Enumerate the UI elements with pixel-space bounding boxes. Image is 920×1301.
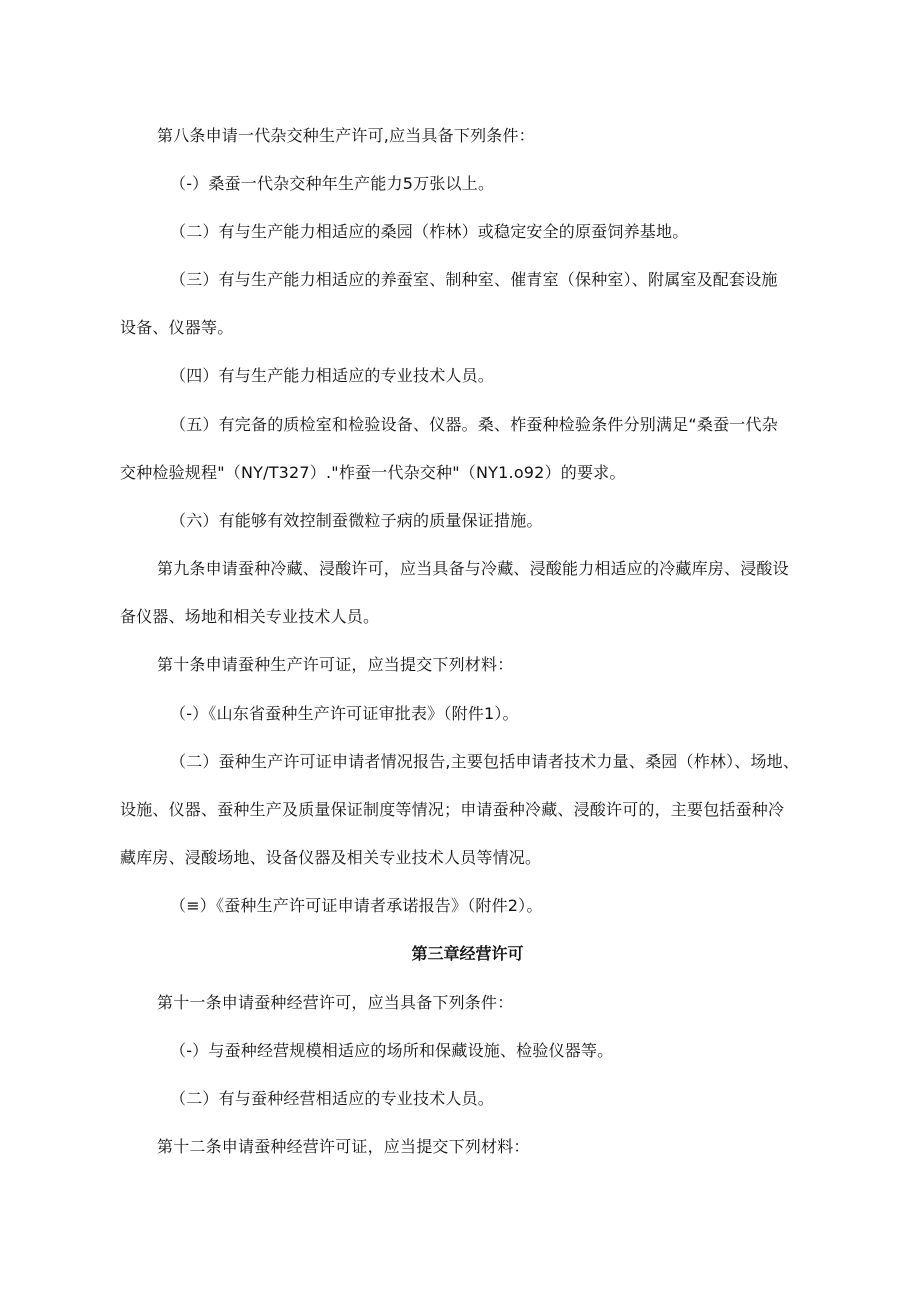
article-8-item-2: （二）有与生产能力相适应的桑园（柞林）或稳定安全的原蚕饲养基地。	[170, 222, 689, 241]
article-10-item-2-continued: 设施、仪器、蚕种生产及质量保证制度等情况；申请蚕种冷藏、浸酸许可的，主要包括蚕种冷	[120, 800, 785, 819]
article-9-continued: 备仪器、场地和相关专业技术人员。	[120, 607, 380, 626]
article-12-title: 第十二条申请蚕种经营许可证，应当提交下列材料：	[157, 1137, 530, 1156]
article-8-item-1: （-）桑蚕一代杂交种年生产能力5万张以上。	[170, 174, 495, 193]
chapter-3-heading: 第三章经营许可	[411, 944, 524, 963]
article-10-item-1: （-）《山东省蚕种生产许可证审批表》（附件1）。	[170, 704, 519, 723]
article-9: 第九条申请蚕种冷藏、浸酸许可，应当具备与冷藏、浸酸能力相适应的冷藏库房、浸酸设	[157, 559, 789, 578]
article-11-title: 第十一条申请蚕种经营许可，应当具备下列条件：	[157, 993, 514, 1012]
article-8-item-6: （六）有能够有效控制蚕微粒子病的质量保证措施。	[170, 511, 543, 530]
article-10-title: 第十条申请蚕种生产许可证，应当提交下列材料：	[157, 655, 514, 674]
article-10-item-3: （≡）《蚕种生产许可证申请者承诺报告》（附件2）。	[170, 896, 543, 915]
article-8-item-5: （五）有完备的质检室和检验设备、仪器。桑、柞蚕种检验条件分别满足“桑蚕一代杂	[170, 415, 778, 434]
article-8-item-4: （四）有与生产能力相适应的专业技术人员。	[170, 366, 495, 385]
article-11-item-2: （二）有与蚕种经营相适应的专业技术人员。	[170, 1089, 495, 1108]
article-8-item-3-continued: 设备、仪器等。	[120, 318, 234, 337]
article-10-item-2-continued-2: 藏库房、浸酸场地、设备仪器及相关专业技术人员等情况。	[120, 848, 542, 867]
article-11-item-1: （-）与蚕种经营规模相适应的场所和保藏设施、检验仪器等。	[170, 1041, 614, 1060]
article-8-title: 第八条申请一代杂交种生产许可,应当具备下列条件：	[157, 126, 535, 145]
article-8-item-5-continued: 交种检验规程"（NY/T327）."柞蚕一代杂交种"（NY1.o92）的要求。	[120, 463, 626, 482]
article-8-item-3: （三）有与生产能力相适应的养蚕室、制种室、催青室（保种室）、附属室及配套设施	[170, 270, 778, 289]
article-10-item-2: （二）蚕种生产许可证申请者情况报告,主要包括申请者技术力量、桑园（柞林）、场地、	[170, 752, 800, 771]
